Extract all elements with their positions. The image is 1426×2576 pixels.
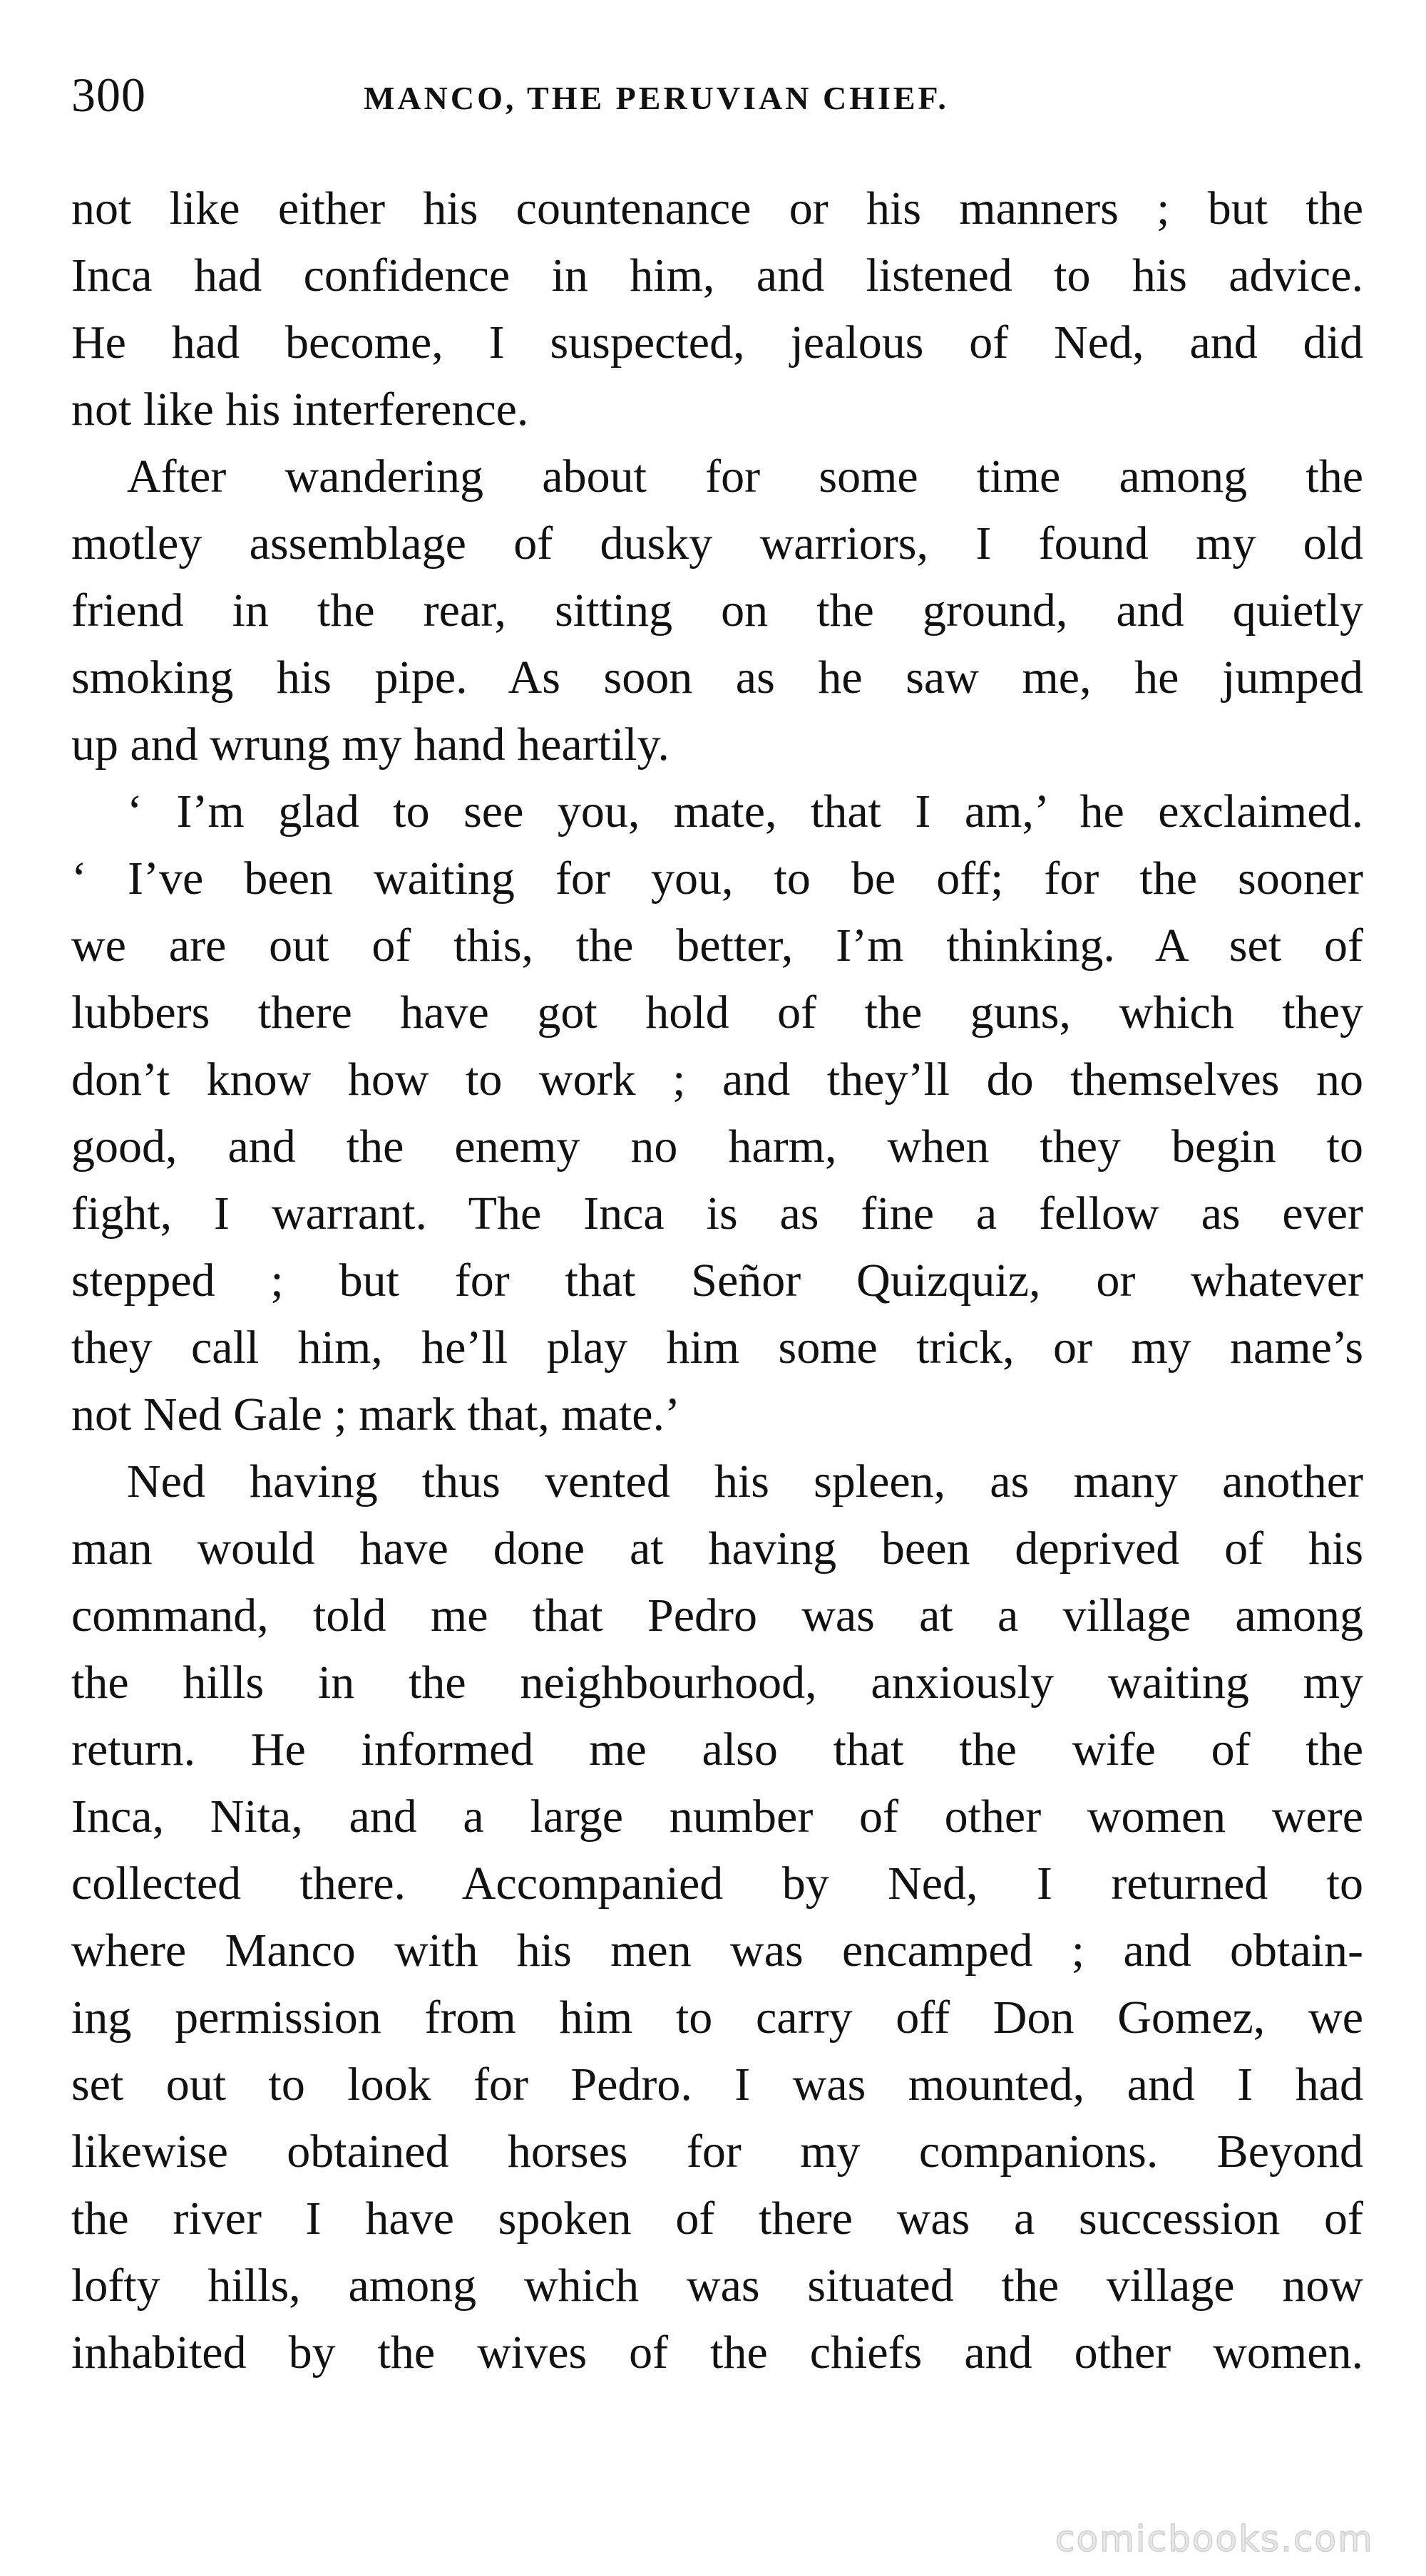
text-line: collected there. Accompanied by Ned, I returned to [71,1858,1363,1910]
text-line: where Manco with his men was encamped ; and obtain- [71,1925,1363,1977]
text-line: likewise obtained horses for my companions. Beyond [71,2126,1363,2178]
text-line: the river I have spoken of there was a succession of [71,2193,1363,2245]
text-line: ing permission from him to carry off Don Gomez, we [71,1992,1363,2044]
text-line: not like either his countenance or his manners ; but the [71,182,1363,235]
watermark: comicbooks.com [1055,2518,1374,2560]
text-line: inhabited by the wives of the chiefs and other women. [71,2327,1363,2379]
text-line: ‘ I’ve been waiting for you, to be off; for the sooner [71,852,1363,905]
page-number: 300 [71,68,146,122]
text-line: they call him, he’ll play him some trick, or my name’s [71,1322,1363,1374]
text-line: up and wrung my hand heartily. [71,718,670,771]
text-line: the hills in the neighbourhood, anxiously waiting my [71,1657,1363,1709]
text-line: don’t know how to work ; and they’ll do themselves no [71,1053,1363,1106]
text-line: not like his interference. [71,383,529,436]
paragraph [71,443,1363,778]
page-header [71,63,1363,127]
text-line: smoking his pipe. As soon as he saw me, he jumped [71,651,1363,704]
text-line: motley assemblage of dusky warriors, I found my old [71,517,1363,570]
text-line: Inca, Nita, and a large number of other women were [71,1791,1363,1843]
text-line: we are out of this, the better, I’m thinking. A set of [71,919,1363,972]
text-line: friend in the rear, sitting on the ground, and quietly [71,584,1363,637]
text-line: set out to look for Pedro. I was mounted, and I had [71,2059,1363,2111]
running-head: MANCO, THE PERUVIAN CHIEF. [364,80,949,116]
text-line: command, told me that Pedro was at a village among [71,1590,1363,1642]
paragraph [71,1448,1363,2386]
text-line: not Ned Gale ; mark that, mate.’ [71,1389,681,1441]
text-line: fight, I warrant. The Inca is as fine a fellow as ever [71,1187,1363,1240]
text-line: man would have done at having been deprived of his [71,1523,1363,1575]
text-line: Ned having thus vented his spleen, as many another [127,1456,1363,1508]
text-line: lubbers there have got hold of the guns, which they [71,986,1363,1039]
text-line: good, and the enemy no harm, when they begin to [71,1120,1363,1173]
text-line: stepped ; but for that Señor Quizquiz, or whatever [71,1254,1363,1307]
text-line: return. He informed me also that the wife of the [71,1724,1363,1776]
text-line: ‘ I’m glad to see you, mate, that I am,’ he exclaimed. [127,785,1363,838]
paragraph [71,175,1363,443]
text-line: After wandering about for some time among the [127,450,1363,503]
paragraph [71,778,1363,1448]
body-text [71,175,1363,2386]
text-line: Inca had confidence in him, and listened to his advice. [71,249,1363,302]
text-line: lofty hills, among which was situated the village now [71,2260,1363,2312]
text-line: He had become, I suspected, jealous of Ned, and did [71,316,1363,369]
